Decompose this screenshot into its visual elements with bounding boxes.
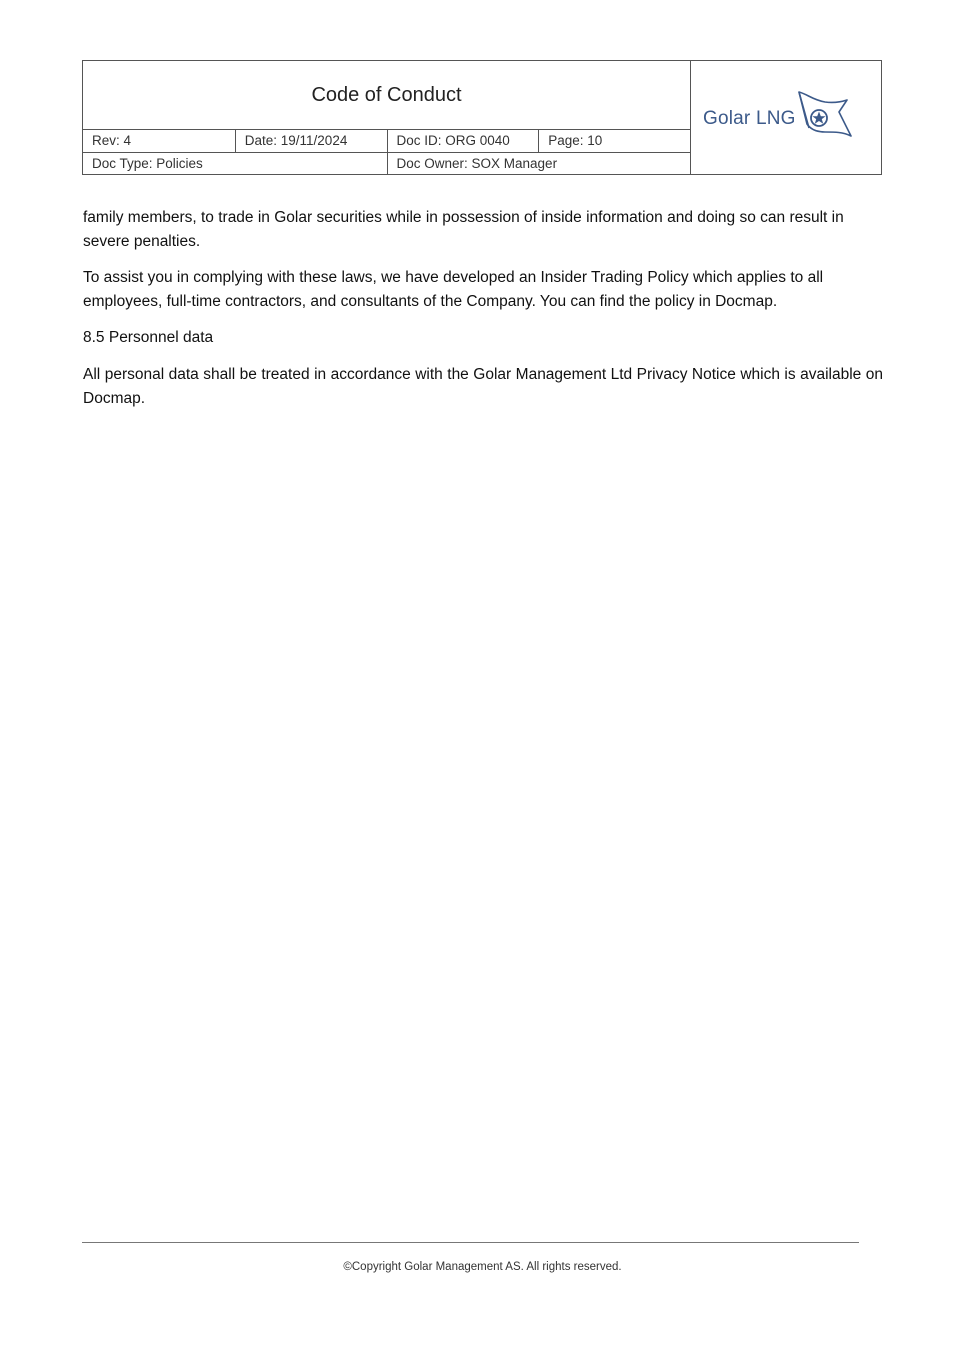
- header-row-meta: [83, 129, 691, 152]
- document-title: Code of Conduct: [83, 61, 691, 129]
- document-header: [82, 60, 882, 175]
- footer-divider: [82, 1242, 859, 1243]
- doc-type-cell: Doc Type: Policies: [92, 156, 203, 171]
- paragraph-insider-trading-policy: To assist you in complying with these laws, we have developed an Insider Trading Policy which applies to all employees, full-time contractors, and consultants of the Company. You can find the policy in Docmap.: [83, 269, 824, 310]
- flag-icon: [795, 88, 857, 144]
- logo-text: Golar LNG: [703, 108, 796, 129]
- doc-owner-cell: Doc Owner: SOX Manager: [387, 153, 691, 175]
- footer-copyright: ©Copyright Golar Management AS. All rights reserved.: [343, 1261, 622, 1273]
- doc-id-cell: Doc ID: ORG 0040: [387, 130, 539, 152]
- date-cell: Date: 19/11/2024: [235, 130, 387, 152]
- paragraph-inside-information: family members, to trade in Golar securities while in possession of inside information and doing so can result in severe penalties.: [83, 209, 844, 250]
- page-cell: Page: 10: [538, 130, 690, 152]
- section-heading-personnel-data: 8.5 Personnel data: [83, 329, 214, 346]
- header-row-type: [83, 152, 691, 175]
- company-logo: [691, 61, 881, 174]
- revision-cell: Rev: 4: [92, 133, 132, 148]
- paragraph-personal-data: All personal data shall be treated in accordance with the Golar Management Ltd Privacy Notice which is available on Docmap.: [83, 366, 883, 407]
